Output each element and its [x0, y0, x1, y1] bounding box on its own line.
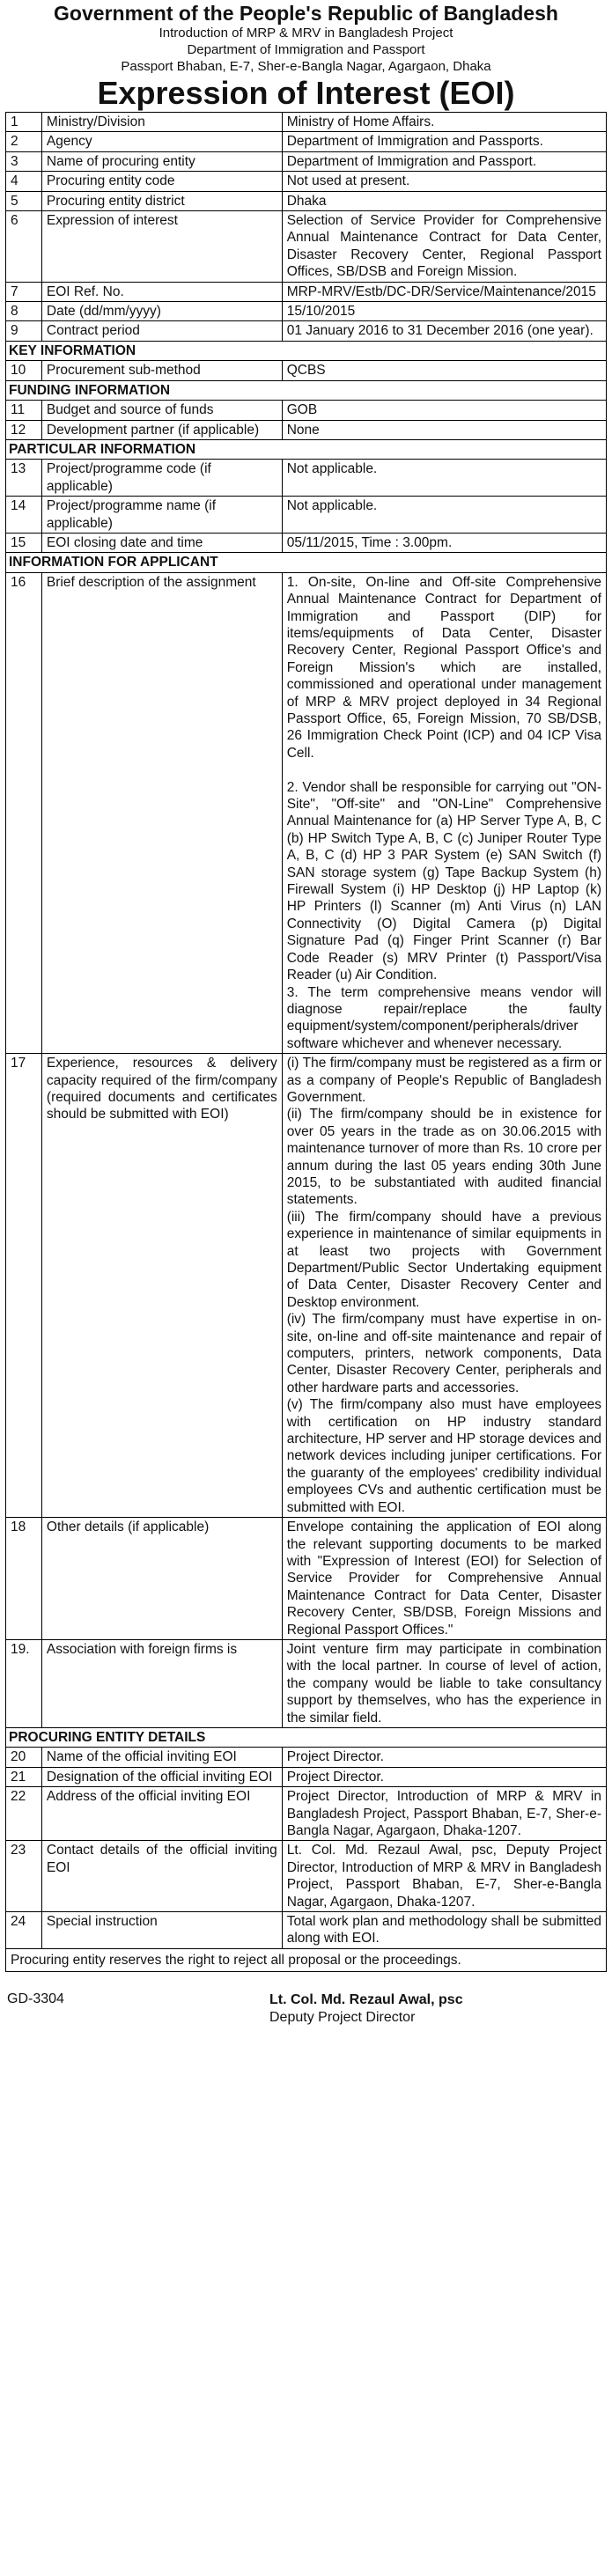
- row-value: Selection of Service Provider for Comprehensive Annual Maintenance Contract for Data Center, Disaster Recovery Center, Regional Passport Offices, SB/DSB and Foreign Mission.: [282, 211, 606, 283]
- signer-name: Lt. Col. Md. Rezaul Awal, psc: [269, 1992, 463, 2008]
- row-number: 16: [6, 572, 42, 1053]
- government-heading: Government of the People's Republic of Bangladesh: [54, 2, 558, 25]
- row-value: None: [282, 420, 606, 439]
- row-value: 15/10/2015: [282, 302, 606, 321]
- row-label: Experience, resources & delivery capacity required of the firm/company (required documents and certificates should be submitted with EOI): [41, 1054, 282, 1518]
- row-value: Total work plan and methodology shall be submitted along with EOI.: [282, 1912, 606, 1949]
- row-number: 1: [6, 113, 42, 132]
- table-row: [6, 1787, 607, 1841]
- row-number: 22: [6, 1787, 42, 1841]
- particular-rows: [6, 460, 607, 553]
- row-value: Project Director.: [282, 1767, 606, 1786]
- row-value: 01 January 2016 to 31 December 2016 (one year).: [282, 321, 606, 341]
- procuring-rows: [6, 1748, 607, 1948]
- section-heading-particular: PARTICULAR INFORMATION: [6, 439, 607, 459]
- row-number: 10: [6, 361, 42, 380]
- applicant-rows: [6, 572, 607, 1727]
- table-row: [6, 401, 607, 420]
- table-row: [6, 572, 607, 1053]
- row-label: Project/programme code (if applicable): [41, 460, 282, 497]
- row-label: Contract period: [41, 321, 282, 341]
- notice-header: [5, 0, 607, 112]
- row-value: 1. On-site, On-line and Off-site Comprehensive Annual Maintenance Contract for Department of Immigration and Passport (DIP) for items/equipments of Data Center, Disaster Recovery Center, Regional Passport Office's and Foreign Mission's which are installed, commissioned and operational under management of MRP & MRV project deployed in 34 Regional Passport Office, 65, Foreign Mission, 70 SB/DSB, 26 Immigration Check Point (ICP) and 04 ICP Visa Cell. 2. Vendor shall be responsible for carrying out "ON-Site", "Off-site" and "ON-Line" Comprehensive Annual Maintenance for (a) HP Server Type A, B, C (b) HP Switch Type A, B, C (c) Juniper Router Type A, B, C (d) HP 3 PAR System (e) SAN Switch (f) SAN storage system (g) Tape Backup System (h) Firewall System (i) HP Desktop (j) HP Laptop (k) HP Printers (l) Scanner (m) Anti Virus (n) LAN Connectivity (O) Digital Camera (p) Digital Signature Pad (q) Finger Print Scanner (r) Bar Code Reader (s) MRV Printer (t) Passport/Visa Reader (u) Air Condition. 3. The term comprehensive means vendor will diagnose repair/replace the faulty equipment/system/component/peripherals/driver software whichever and whenever necessary.: [282, 572, 606, 1053]
- row-label: Procuring entity district: [41, 191, 282, 210]
- table-row: [6, 172, 607, 191]
- row-number: 18: [6, 1518, 42, 1640]
- row-label: Budget and source of funds: [41, 401, 282, 420]
- row-value: Department of Immigration and Passports.: [282, 132, 606, 151]
- row-number: 20: [6, 1748, 42, 1767]
- table-row: [6, 497, 607, 534]
- table-row: [6, 1518, 607, 1640]
- table-row: [6, 302, 607, 321]
- table-row: [6, 321, 607, 341]
- row-label: Address of the official inviting EOI: [41, 1787, 282, 1841]
- section-heading-funding: FUNDING INFORMATION: [6, 380, 607, 400]
- signer: [269, 1991, 463, 2027]
- row-value: (i) The firm/company must be registered as a firm or as a company of People's Republic of Bangladesh Government. (ii) The firm/company should be in existence for over 05 years in the trade as on 30.06.2015 with maintenance turnover of more than Rs. 10 crore per annum during the last 05 years ending 30th June 2015, to be substantiated with audited financial statements. (iii) The firm/company should have a previous experience in maintenance of similar equipments in at least two projects with Government Department/Public Sector Undertaking equipment of Data Center, Disaster Recovery Center and Desktop environment. (iv) The firm/company must have expertise in on-site, on-line and off-site maintenance and repair of computers, printers, network components, Data Center, Disaster Recovery Center, peripherals and other hardware parts and accessories. (v) The firm/company also must have employees with certification on HP industry standard architecture, HP server and HP storage devices and network devices including juniper certifications. For the guaranty of the employees' credibility individual employees CVs and authentic certification must be submitted with EOI.: [282, 1054, 606, 1518]
- table-row: [6, 151, 607, 171]
- table-row: [6, 1748, 607, 1767]
- row-label: Contact details of the official inviting EOI: [41, 1841, 282, 1912]
- particular-section: [6, 439, 607, 459]
- row-value: Department of Immigration and Passport.: [282, 151, 606, 171]
- row-label: Designation of the official inviting EOI: [41, 1767, 282, 1786]
- row-label: Name of the official inviting EOI: [41, 1748, 282, 1767]
- project-name: Introduction of MRP & MRV in Bangladesh Project: [159, 26, 453, 40]
- table-row: [6, 211, 607, 283]
- row-label: Date (dd/mm/yyyy): [41, 302, 282, 321]
- row-label: Procuring entity code: [41, 172, 282, 191]
- table-row: [6, 191, 607, 210]
- section-heading-applicant: INFORMATION FOR APPLICANT: [6, 553, 607, 572]
- eoi-table: [5, 112, 607, 1949]
- row-number: 2: [6, 132, 42, 151]
- row-number: 5: [6, 191, 42, 210]
- applicant-section: [6, 553, 607, 572]
- key-section: [6, 341, 607, 360]
- row-number: 12: [6, 420, 42, 439]
- footer-note: Procuring entity reserves the right to reject all proposal or the proceedings.: [5, 1949, 607, 1972]
- row-value: GOB: [282, 401, 606, 420]
- row-number: 4: [6, 172, 42, 191]
- row-number: 23: [6, 1841, 42, 1912]
- row-value: 05/11/2015, Time : 3.00pm.: [282, 533, 606, 552]
- row-label: Other details (if applicable): [41, 1518, 282, 1640]
- row-label: Expression of interest: [41, 211, 282, 283]
- row-value: Ministry of Home Affairs.: [282, 113, 606, 132]
- table-row: [6, 361, 607, 380]
- row-label: Brief description of the assignment: [41, 572, 282, 1053]
- row-number: 3: [6, 151, 42, 171]
- general-section: [6, 113, 607, 342]
- row-value: Project Director.: [282, 1748, 606, 1767]
- table-row: [6, 460, 607, 497]
- gd-code: GD-3304: [7, 1991, 64, 2007]
- signature-block: [5, 1986, 607, 2039]
- row-number: 19.: [6, 1639, 42, 1727]
- procuring-section: [6, 1727, 607, 1747]
- row-number: 21: [6, 1767, 42, 1786]
- row-label: Association with foreign firms is: [41, 1639, 282, 1727]
- row-value: Envelope containing the application of EOI along the relevant supporting documents to be marked with "Expression of Interest (EOI) for Selection of Service Provider for Comprehensive Annual Maintenance Contract for Data Center, Disaster Recovery Center, SB/DSB, Foreign Missions and Regional Passport Offices.": [282, 1518, 606, 1640]
- table-row: [6, 1054, 607, 1518]
- table-row: [6, 113, 607, 132]
- table-row: [6, 420, 607, 439]
- row-label: Special instruction: [41, 1912, 282, 1949]
- row-value: Joint venture firm may participate in combination with the local partner. In course of level of action, the company would be liable to take consultancy support by themselves, who has the experience in the similar field.: [282, 1639, 606, 1727]
- section-heading-procuring: PROCURING ENTITY DETAILS: [6, 1727, 607, 1747]
- office-address: Passport Bhaban, E-7, Sher-e-Bangla Nagar, Agargaon, Dhaka: [121, 59, 491, 74]
- row-value: Not applicable.: [282, 460, 606, 497]
- row-number: 7: [6, 282, 42, 301]
- table-row: [6, 1912, 607, 1949]
- signer-title: Deputy Project Director: [269, 2010, 416, 2026]
- key-rows: [6, 361, 607, 380]
- row-value: Project Director, Introduction of MRP & MRV in Bangladesh Project, Passport Bhaban, E-7, Sher-e-Bangla Nagar, Agargaon, Dhaka-1207.: [282, 1787, 606, 1841]
- document-title: Expression of Interest (EOI): [97, 75, 515, 111]
- table-row: [6, 533, 607, 552]
- table-row: [6, 1841, 607, 1912]
- funding-section: [6, 380, 607, 400]
- row-value: MRP-MRV/Estb/DC-DR/Service/Maintenance/2015: [282, 282, 606, 301]
- row-number: 14: [6, 497, 42, 534]
- row-label: Project/programme name (if applicable): [41, 497, 282, 534]
- table-row: [6, 1767, 607, 1786]
- row-number: 9: [6, 321, 42, 341]
- table-row: [6, 1639, 607, 1727]
- row-number: 15: [6, 533, 42, 552]
- row-value: Dhaka: [282, 191, 606, 210]
- table-row: [6, 282, 607, 301]
- row-value: Lt. Col. Md. Rezaul Awal, psc, Deputy Project Director, Introduction of MRP & MRV in Bangladesh Project, Passport Bhaban, E-7, Sher-e-Bangla Nagar, Agargaon, Dhaka-1207.: [282, 1841, 606, 1912]
- row-label: EOI closing date and time: [41, 533, 282, 552]
- row-number: 17: [6, 1054, 42, 1518]
- row-value: Not applicable.: [282, 497, 606, 534]
- row-label: EOI Ref. No.: [41, 282, 282, 301]
- section-heading-key: KEY INFORMATION: [6, 341, 607, 360]
- row-label: Ministry/Division: [41, 113, 282, 132]
- row-label: Procurement sub-method: [41, 361, 282, 380]
- row-label: Name of procuring entity: [41, 151, 282, 171]
- row-value: Not used at present.: [282, 172, 606, 191]
- row-number: 8: [6, 302, 42, 321]
- row-label: Agency: [41, 132, 282, 151]
- department-name: Department of Immigration and Passport: [187, 42, 425, 57]
- funding-rows: [6, 401, 607, 440]
- row-number: 13: [6, 460, 42, 497]
- table-row: [6, 132, 607, 151]
- row-number: 24: [6, 1912, 42, 1949]
- row-number: 11: [6, 401, 42, 420]
- row-value: QCBS: [282, 361, 606, 380]
- row-number: 6: [6, 211, 42, 283]
- row-label: Development partner (if applicable): [41, 420, 282, 439]
